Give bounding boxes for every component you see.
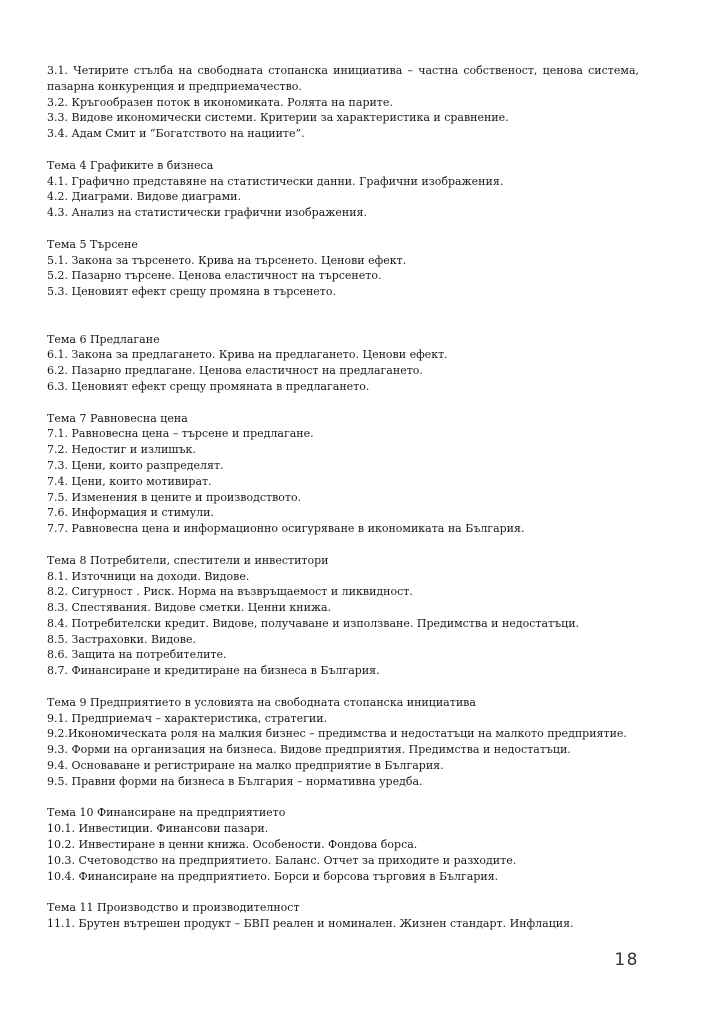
topic-item: 7.7. Равновесна цена и информационно осигуряване в икономиката на България. [47, 522, 525, 536]
topic-item: 9.4. Основаване и регистриране на малко предприятие в България. [47, 759, 444, 773]
topic-item: 3.3. Видове икономически системи. Критерии за характеристика и сравнение. [47, 111, 509, 125]
topic-item: 5.3. Ценовият ефект срещу промяна в търсенето. [47, 285, 336, 299]
topic-item: 9.2.Икономическата роля на малкия бизнес – предимства и недостатъци на малкото предприятие. [47, 727, 627, 741]
topic-item: 7.3. Цени, които разпределят. [47, 458, 224, 472]
topic-item: 9.5. Правни форми на бизнеса в България – нормативна уредба. [47, 774, 423, 788]
topic-item: 8.3. Спестявания. Видове сметки. Ценни книжа. [47, 601, 332, 615]
topic-item: 11.1. Брутен вътрешен продукт – БВП реален и номинален. Жизнен стандарт. Инфлация. [47, 917, 574, 931]
section-topic-11 [47, 900, 639, 932]
topic-item: 8.4. Потребителски кредит. Видове, получаване и използване. Предимства и недостатъци. [47, 616, 580, 630]
section-topic-5 [47, 237, 639, 300]
topic-item: 8.5. Застраховки. Видове. [47, 632, 196, 646]
topic-item: 8.7. Финансиране и кредитиране на бизнеса в България. [47, 664, 380, 678]
topic-item: 6.3. Ценовият ефект срещу промяната в предлагането. [47, 379, 370, 393]
topic-heading: Тема 7 Равновесна цена [47, 411, 188, 425]
topic-item: 9.1. Предприемач – характеристика, стратегии. [47, 711, 328, 725]
topic-item: 6.2. Пазарно предлагане. Ценова еластичност на предлагането. [47, 364, 423, 378]
topic-item: 4.2. Диаграми. Видове диаграми. [47, 190, 241, 204]
topic-item: 10.4. Финансиране на предприятието. Борси и борсова търговия в България. [47, 869, 499, 883]
section-topic-8 [47, 553, 639, 679]
section-topic-4 [47, 158, 639, 221]
topic-item: 4.1. Графично представяне на статистически данни. Графични изображения. [47, 174, 504, 188]
topic-heading: Тема 8 Потребители, спестители и инвеститори [47, 553, 329, 567]
section-topic-10 [47, 805, 639, 884]
topic-item: 3.1. Четирите стълба на свободната стопанска инициатива – частна собственост, ценова система, [47, 64, 639, 77]
topic-item: 8.6. Защита на потребителите. [47, 648, 227, 662]
topic-item: 7.4. Цени, които мотивират. [47, 474, 212, 488]
topic-item: 10.3. Счетоводство на предприятието. Баланс. Отчет за приходите и разходите. [47, 853, 517, 867]
topic-item: 5.2. Пазарно търсене. Ценова еластичност на търсенето. [47, 269, 382, 283]
curriculum-content [47, 63, 639, 948]
topic-item: 7.1. Равновесна цена – търсене и предлагане. [47, 427, 314, 441]
section-topic-7 [47, 411, 639, 537]
section-topic-3-continued [47, 63, 639, 142]
topic-item: 10.2. Инвестиране в ценни книжа. Особености. Фондова борса. [47, 838, 418, 852]
topic-item: 10.1. Инвестиции. Финансови пазари. [47, 822, 269, 836]
topic-item: пазарна конкуренция и предприемачество. [47, 79, 302, 93]
topic-item: 9.3. Форми на организация на бизнеса. Видове предприятия. Предимства и недостатъци. [47, 743, 571, 757]
topic-heading: Тема 10 Финансиране на предприятието [47, 806, 286, 820]
topic-item: 4.3. Анализ на статистически графични изображения. [47, 206, 367, 220]
topic-item: 7.5. Изменения в цените и производството. [47, 490, 302, 504]
topic-heading: Тема 4 Графиките в бизнеса [47, 158, 214, 172]
page-number: 18 [614, 950, 639, 970]
topic-item: 8.1. Източници на доходи. Видове. [47, 569, 250, 583]
topic-heading: Тема 6 Предлагане [47, 332, 160, 346]
topic-item: 3.4. Адам Смит и “Богатството на нациите”. [47, 127, 305, 141]
section-topic-9 [47, 695, 639, 790]
section-topic-6 [47, 332, 639, 395]
topic-item: 6.1. Закона за предлагането. Крива на предлагането. Ценови ефект. [47, 348, 448, 362]
topic-heading: Тема 9 Предприятието в условията на свободната стопанска инициатива [47, 695, 476, 709]
topic-heading: Тема 11 Производство и производителност [47, 901, 300, 915]
topic-item: 7.2. Недостиг и излишък. [47, 443, 196, 457]
topic-item: 5.1. Закона за търсенето. Крива на търсенето. Ценови ефект. [47, 253, 407, 267]
topic-item: 3.2. Кръгообразен поток в икономиката. Ролята на парите. [47, 95, 393, 109]
topic-item: 8.2. Сигурност . Риск. Норма на възвръщаемост и ликвидност. [47, 585, 413, 599]
topic-heading: Тема 5 Търсене [47, 237, 138, 251]
topic-item: 7.6. Информация и стимули. [47, 506, 214, 520]
